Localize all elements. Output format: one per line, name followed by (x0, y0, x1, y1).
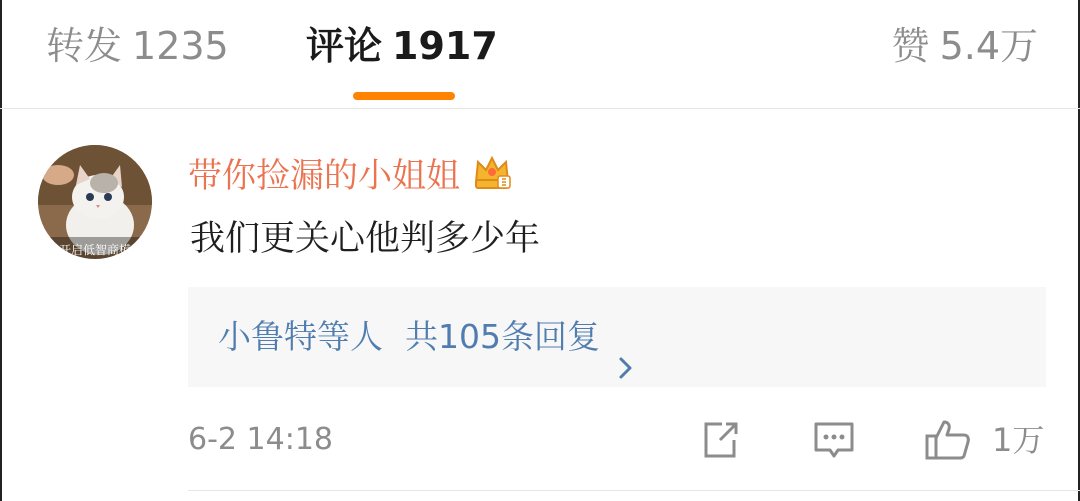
author-name[interactable]: 带你捡漏的小姐姐 (188, 155, 460, 196)
comment-icon[interactable] (812, 418, 856, 466)
thumbs-up-icon[interactable] (924, 418, 972, 466)
comment-text: 我们更关心他判多少年 (190, 219, 541, 259)
like-count: 1万 (992, 421, 1045, 459)
timestamp: 6-2 14:18 (188, 422, 333, 457)
comment-meta (188, 412, 1046, 468)
comment-divider (188, 490, 1080, 491)
tab-like-count: 5.4万 (939, 24, 1038, 68)
author-row (188, 145, 514, 199)
tab-repost-count: 1235 (132, 24, 229, 68)
replies-preview[interactable] (188, 287, 1046, 387)
tab-repost[interactable] (46, 16, 229, 76)
tab-comment-label: 评论 (306, 24, 383, 68)
tab-like-label: 赞 (891, 24, 930, 68)
tab-comment[interactable] (306, 16, 498, 76)
replies-summary: 共105条回复 (405, 317, 600, 356)
active-tab-indicator (353, 92, 455, 100)
replies-users: 小鲁特等人 (218, 317, 383, 356)
tab-like[interactable] (892, 16, 1038, 76)
avatar[interactable] (38, 145, 152, 259)
tab-bar (0, 0, 1080, 108)
tab-divider (0, 108, 1080, 109)
chevron-right-icon (616, 322, 636, 352)
share-icon[interactable] (698, 418, 742, 466)
crown-badge-icon (470, 150, 514, 194)
tab-repost-label: 转发 (46, 24, 123, 68)
tab-comment-count: 1917 (392, 24, 498, 68)
avatar-caption: 开启低智商模 (58, 243, 132, 257)
